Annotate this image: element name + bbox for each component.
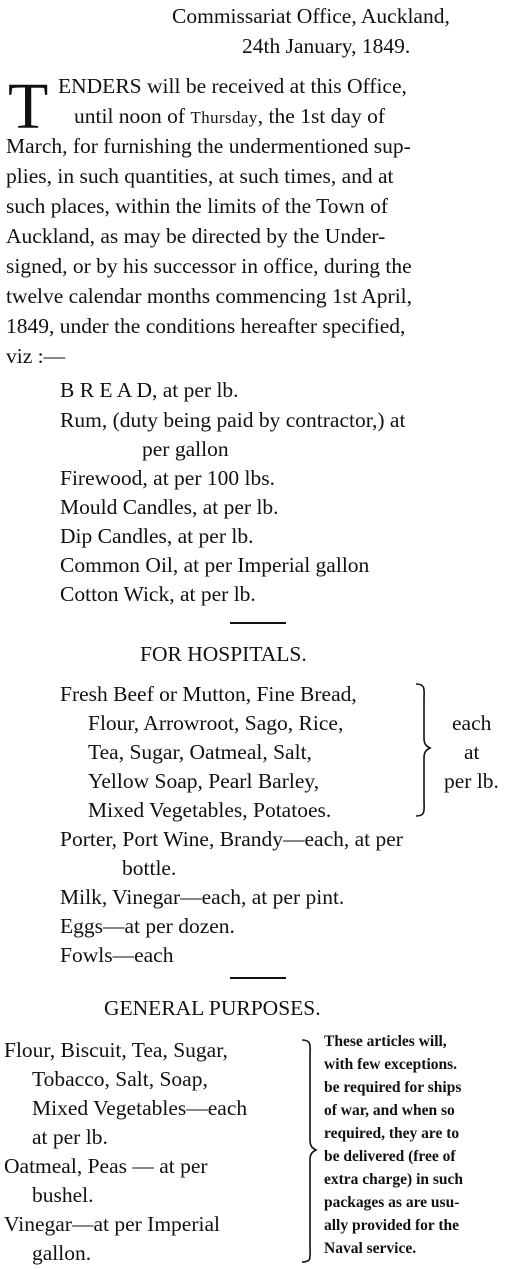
gp-note-line: ally provided for the (324, 1217, 460, 1234)
hospital-bracket-line: Fresh Beef or Mutton, Fine Bread, (60, 682, 357, 706)
hospital-bracket-line: Tea, Sugar, Oatmeal, Salt, (88, 740, 312, 764)
divider-2 (230, 977, 286, 979)
hospitals-heading: FOR HOSPITALS. (140, 642, 307, 666)
gp-note-line: extra charge) in such (324, 1171, 464, 1188)
gp-line: at per lb. (32, 1125, 108, 1149)
hospital-bracket-line: Mixed Vegetables, Potatoes. (88, 798, 332, 822)
item-common-oil: Common Oil, at per Imperial gallon (60, 553, 370, 577)
intro-line-6: Auckland, as may be directed by the Under- (6, 224, 386, 248)
gp-line: Oatmeal, Peas — at per (4, 1154, 208, 1178)
hospital-bracket-line: Flour, Arrowroot, Sago, Rice, (88, 711, 344, 735)
gp-note-line: packages as are usu- (324, 1194, 460, 1211)
hospital-item-eggs: Eggs—at per dozen. (60, 914, 235, 938)
intro-line-7: signed, or by his successor in office, during the (6, 254, 412, 278)
item-bread: B R E A D, at per lb. (60, 378, 239, 402)
gp-note-line: required, they are to (324, 1125, 460, 1142)
gp-note-line: with few exceptions. (324, 1056, 458, 1073)
gp-note-line: Naval service. (324, 1240, 417, 1257)
gp-line: Mixed Vegetables—each (32, 1096, 248, 1120)
drop-cap: T (8, 70, 49, 143)
office-line: Commissariat Office, Auckland, (172, 4, 450, 28)
gp-note-line: be required for ships (324, 1079, 462, 1096)
item-dip-candles: Dip Candles, at per lb. (60, 524, 254, 548)
hospital-item-fowls: Fowls—each (60, 943, 174, 967)
item-rum-cont: per gallon (142, 437, 229, 461)
intro-line-3: March, for furnishing the undermentioned sup- (6, 134, 411, 158)
intro-line-1: ENDERS will be received at this Office, (58, 74, 407, 98)
general-purposes-heading: GENERAL PURPOSES. (104, 996, 321, 1020)
gp-line: Flour, Biscuit, Tea, Sugar, (4, 1038, 228, 1062)
intro-line-8: twelve calendar months commencing 1st April, (6, 284, 413, 308)
intro-line-5: such places, within the limits of the Town of (6, 194, 389, 218)
item-cotton-wick: Cotton Wick, at per lb. (60, 582, 256, 606)
hospital-item-porter-cont: bottle. (122, 856, 177, 880)
intro-line-10: viz :— (6, 344, 66, 368)
date-line: 24th January, 1849. (242, 34, 411, 58)
intro-line-2: until noon of Thursday, the 1st day of (74, 104, 385, 128)
divider-1 (230, 622, 286, 624)
intro-line-4: plies, in such quantities, at such times, and at (6, 164, 394, 188)
hospital-item-porter: Porter, Port Wine, Brandy—each, at per (60, 827, 403, 851)
gp-note-line: be delivered (free of (324, 1148, 456, 1165)
general-purposes-brace (298, 1036, 320, 1266)
gp-line: bushel. (32, 1183, 94, 1207)
hospital-item-milk: Milk, Vinegar—each, at per pint. (60, 885, 345, 909)
hospital-bracket-line: Yellow Soap, Pearl Barley, (88, 769, 320, 793)
hospital-note-per-lb: per lb. (444, 769, 499, 793)
item-firewood: Firewood, at per 100 lbs. (60, 466, 275, 490)
item-mould-candles: Mould Candles, at per lb. (60, 495, 279, 519)
hospital-note-at: at (464, 740, 480, 764)
item-rum: Rum, (duty being paid by contractor,) at (60, 408, 406, 432)
gp-line: Tobacco, Salt, Soap, (32, 1067, 208, 1091)
gp-note-line: These articles will, (324, 1033, 447, 1050)
gp-note-line: of war, and when so (324, 1102, 455, 1119)
hospital-brace (412, 680, 434, 820)
gp-line: gallon. (32, 1241, 92, 1265)
intro-line-9: 1849, under the conditions hereafter specified, (6, 314, 406, 338)
gp-line: Vinegar—at per Imperial (4, 1212, 220, 1236)
hospital-note-each: each (452, 711, 492, 735)
